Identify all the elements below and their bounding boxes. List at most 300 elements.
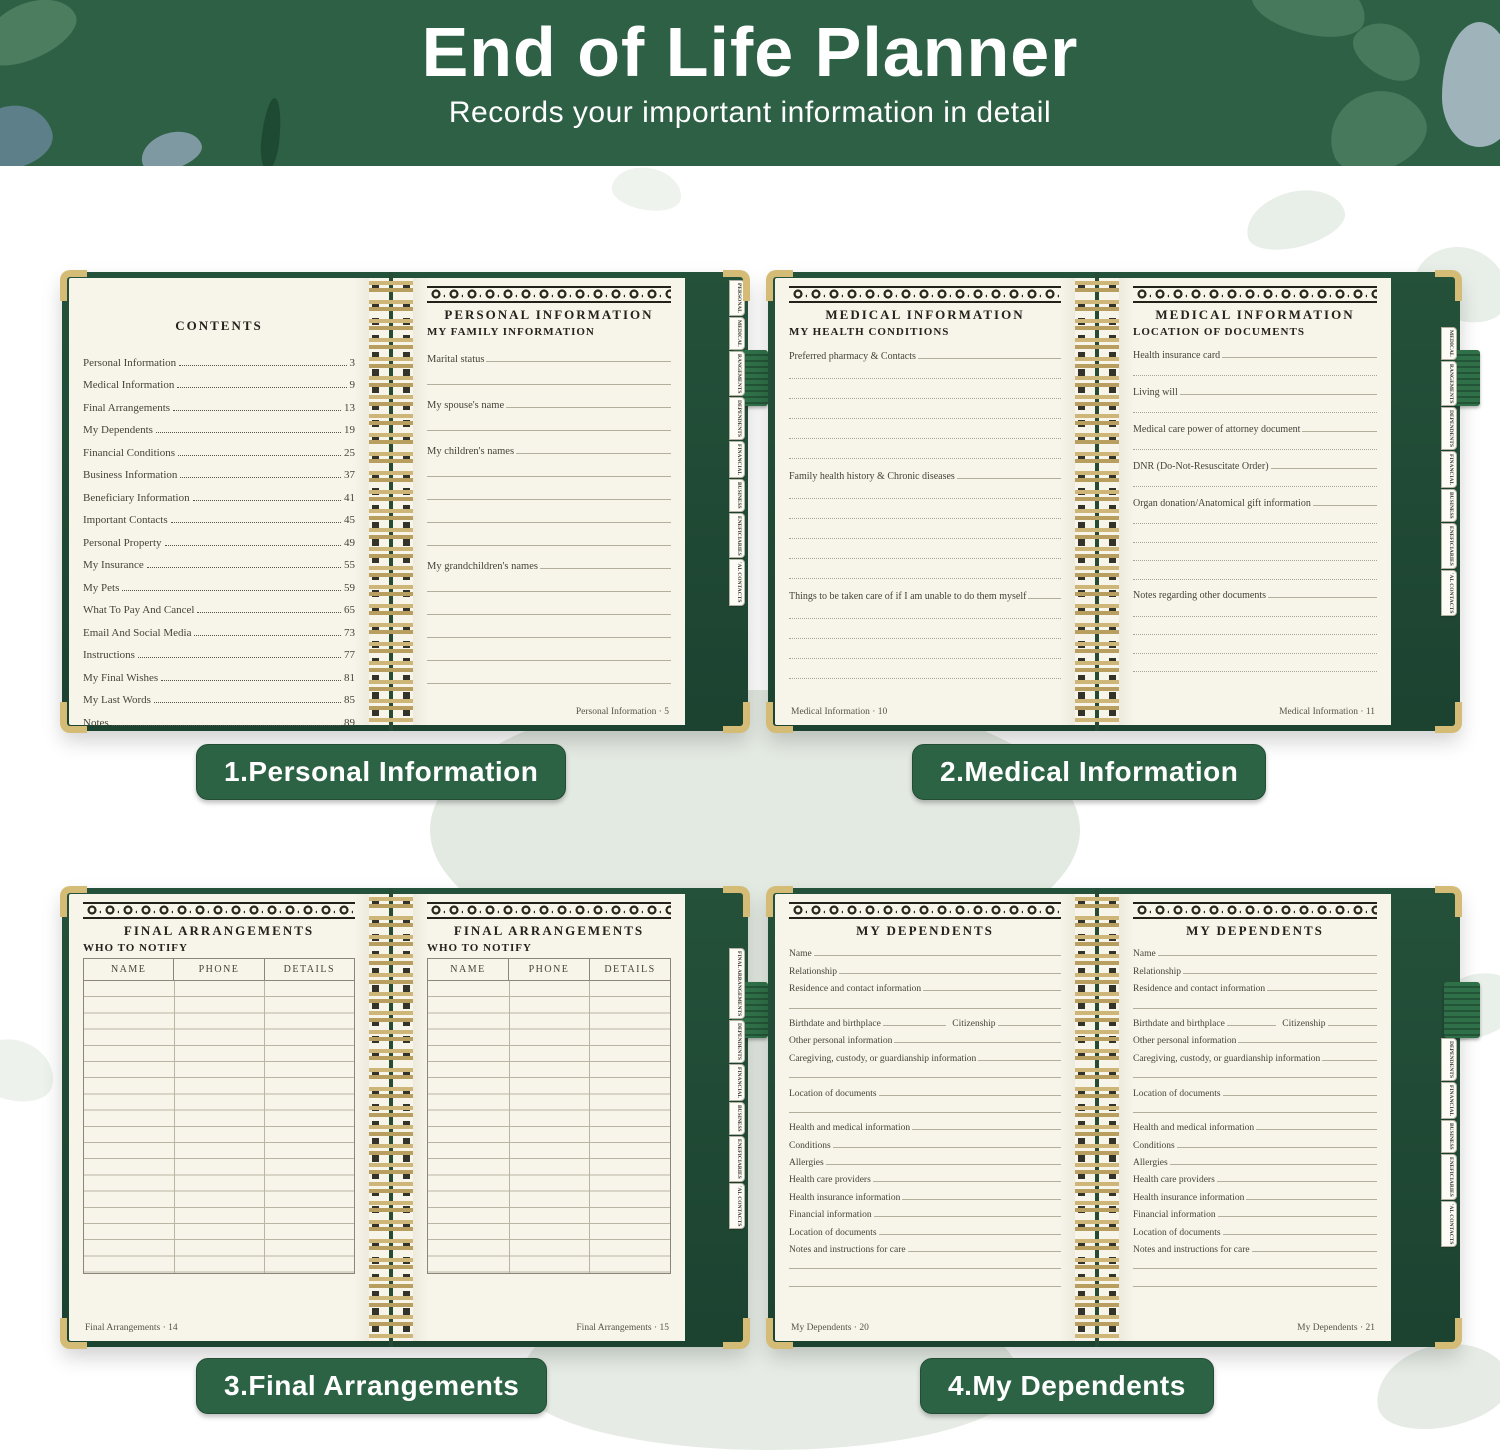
form-row [1133, 601, 1377, 620]
contents-item-label: Personal Information [83, 356, 177, 369]
section-tab: FINAL ARRANGEMENTS [729, 948, 745, 1019]
contents-item-label: Email And Social Media [83, 626, 192, 639]
section-heading: MY FAMILY INFORMATION [427, 326, 595, 338]
column-header: NAME [450, 964, 486, 975]
gold-corner [766, 702, 793, 733]
gold-corner [723, 886, 750, 917]
leaf-decoration [1368, 1332, 1500, 1440]
contents-item-label: Financial Conditions [83, 446, 175, 459]
write-in-line [978, 1060, 1061, 1061]
contents-item-label: My Pets [83, 581, 120, 594]
contents-row [83, 571, 355, 594]
section-heading: WHO TO NOTIFY [427, 942, 532, 954]
contents-row [83, 459, 355, 482]
page-footer: Medical Information · 10 [791, 707, 888, 717]
gold-corner [766, 270, 793, 301]
contents-row [83, 391, 355, 414]
form-row [1133, 1046, 1377, 1063]
contents-item-label: What To Pay And Cancel [83, 604, 195, 616]
ornamental-border [83, 902, 355, 919]
form-row [789, 502, 1061, 522]
form-row [427, 480, 671, 503]
field-label: Location of documents [789, 1088, 877, 1099]
field-label: DNR (Do-Not-Resuscitate Order) [1133, 460, 1269, 472]
write-in-line [427, 384, 671, 385]
form-row [1133, 1099, 1377, 1116]
leaf-decoration [1317, 76, 1437, 166]
write-in-line [516, 453, 671, 454]
write-in-line [923, 990, 1061, 991]
contents-row [83, 594, 355, 617]
dot-leader [165, 545, 341, 546]
gold-corner [766, 886, 793, 917]
header-banner [0, 0, 1500, 166]
ornamental-border [789, 902, 1061, 919]
section-tab: FINANCIAL [729, 441, 745, 478]
form-row [789, 582, 1061, 602]
write-in-line [833, 1147, 1061, 1148]
spiral-binding [369, 894, 413, 1341]
form-row [789, 1185, 1061, 1202]
field-label: My children's names [427, 446, 515, 457]
field-label: Other personal information [1133, 1036, 1237, 1047]
form-row [427, 434, 671, 457]
field-label: Residence and contact information [1133, 984, 1266, 995]
contents-row [83, 369, 355, 392]
contents-row [83, 526, 355, 549]
contents-item-label: Personal Property [83, 536, 162, 549]
form-row [427, 572, 671, 595]
section-tab: RANGEMENTS [1441, 361, 1457, 406]
write-in-line [789, 378, 1061, 379]
section-tabs [1441, 327, 1457, 617]
contents-row [83, 481, 355, 504]
write-in-line [789, 638, 1061, 639]
section-tab: BUSINESS [729, 1102, 745, 1135]
gold-corner [723, 702, 750, 733]
contents-item-page: 59 [344, 581, 355, 594]
final-arrangements-right-page [413, 894, 685, 1341]
write-in-line [957, 478, 1061, 479]
notebook-my-dependents [768, 888, 1460, 1347]
notebook-medical-information [768, 272, 1460, 731]
field-label: Birthdate and birthplace [789, 1018, 881, 1029]
page-footer: Medical Information · 11 [1279, 707, 1375, 717]
form-row [1133, 472, 1377, 491]
page-footer: Personal Information · 5 [575, 707, 669, 717]
spiral-binding [1075, 278, 1119, 725]
dot-leader [122, 590, 341, 591]
form-row [1133, 638, 1377, 657]
write-in-line [486, 361, 671, 362]
form-row [789, 482, 1061, 502]
form-row [1133, 942, 1377, 959]
write-in-line [883, 1025, 946, 1026]
form-row [427, 549, 671, 572]
write-in-line [1133, 486, 1377, 487]
gold-corner [60, 270, 87, 301]
section-tabs [1441, 1038, 1457, 1248]
write-in-line [427, 683, 671, 684]
contents-row [83, 684, 355, 707]
section-tab: DEPENDENTS [1441, 1038, 1457, 1081]
contents-item-label: My Dependents [83, 424, 153, 436]
form-row [1133, 583, 1377, 602]
contents-item-page: 45 [344, 514, 355, 526]
contents-item-label: My Insurance [83, 559, 144, 571]
write-in-line [1268, 597, 1377, 598]
form-row [789, 1151, 1061, 1168]
write-in-line [1256, 1129, 1377, 1130]
caption-final-arrangements: 3.Final Arrangements [196, 1358, 547, 1414]
contents-item-label: Notes [83, 716, 109, 729]
field-label: Allergies [789, 1158, 824, 1169]
section-heading: LOCATION OF DOCUMENTS [1133, 326, 1305, 338]
form-row [1133, 1238, 1377, 1255]
write-in-line [427, 591, 671, 592]
write-in-line [1180, 394, 1377, 395]
write-in-line [1177, 1147, 1377, 1148]
form-row [789, 362, 1061, 382]
write-in-line [902, 1199, 1061, 1200]
contents-title: CONTENTS [175, 318, 263, 333]
page-footer: My Dependents · 20 [791, 1323, 869, 1333]
page-footer: My Dependents · 21 [1297, 1323, 1375, 1333]
write-in-line [826, 1164, 1061, 1165]
write-in-line [1217, 1181, 1377, 1182]
field-label: Things to be taken care of if I am unable to do them myself [789, 591, 1027, 602]
contents-item-page: 9 [349, 379, 355, 391]
write-in-line [789, 1268, 1061, 1269]
write-in-line [789, 1008, 1061, 1009]
form-row [789, 1203, 1061, 1220]
form-row [789, 462, 1061, 482]
contents-item-label: My Final Wishes [83, 671, 159, 684]
write-in-line [1133, 523, 1377, 524]
form-row [789, 977, 1061, 994]
contents-page [69, 278, 369, 729]
form-row [1133, 1133, 1377, 1150]
field-label: Caregiving, custody, or guardianship information [1133, 1053, 1321, 1064]
write-in-line [789, 538, 1061, 539]
write-in-line [918, 358, 1061, 359]
column-header: DETAILS [589, 959, 670, 980]
form-row [427, 641, 671, 664]
spiral-binding [1075, 894, 1119, 1341]
dot-leader [180, 477, 341, 478]
contents-row [83, 706, 355, 729]
write-in-line [789, 558, 1061, 559]
write-in-line [1133, 616, 1377, 617]
section-tabs [729, 948, 745, 1230]
form-row [789, 1272, 1061, 1289]
write-in-line [1158, 955, 1377, 956]
write-in-line [839, 973, 1061, 974]
field-label: Location of documents [1133, 1227, 1221, 1238]
contents-item-page: 65 [344, 604, 355, 616]
field-label: Name [789, 949, 812, 960]
form-row [789, 602, 1061, 622]
write-in-line [1133, 671, 1377, 672]
page-title: End of Life Planner [421, 13, 1079, 91]
section-tab: DEPENDENTS [729, 397, 745, 440]
field-label-2: Citizenship [1282, 1018, 1326, 1029]
form-row [427, 411, 671, 434]
write-in-line [1222, 357, 1377, 358]
write-in-line [1271, 468, 1377, 469]
write-in-line [427, 522, 671, 523]
write-in-line [789, 1112, 1061, 1113]
notebook-final-arrangements [62, 888, 748, 1347]
column-header: NAME [110, 964, 147, 975]
contents-item-label: Final Arrangements [83, 401, 171, 414]
form-row [1133, 1220, 1377, 1237]
page-heading: FINAL ARRANGEMENTS [453, 923, 645, 938]
contents-list [83, 346, 355, 729]
form-row [789, 382, 1061, 402]
form-row [789, 1238, 1061, 1255]
contents-item-page: 3 [349, 356, 355, 369]
notify-table [427, 958, 671, 1274]
write-in-line [789, 578, 1061, 579]
leaf-decoration [1240, 180, 1351, 259]
write-in-line [789, 518, 1061, 519]
caption-my-dependents: 4.My Dependents [920, 1358, 1214, 1414]
field-label: Conditions [1133, 1140, 1175, 1151]
section-tab: BUSINESS [729, 479, 745, 512]
form-row [1133, 620, 1377, 639]
personal-information-page [413, 278, 685, 725]
section-tab: FINANCIAL [729, 1064, 745, 1101]
field-label: Health insurance information [1133, 1192, 1245, 1203]
write-in-line [814, 955, 1061, 956]
field-label: Caregiving, custody, or guardianship information [789, 1053, 977, 1064]
form-row [1133, 379, 1377, 398]
contents-item-page: 41 [344, 491, 355, 504]
contents-item-page: 55 [344, 559, 355, 571]
form-row [789, 662, 1061, 682]
field-label: Financial information [1133, 1210, 1216, 1221]
field-label: Marital status [427, 354, 485, 365]
write-in-line [1223, 1234, 1377, 1235]
write-in-line [1133, 1008, 1377, 1009]
dot-leader [171, 522, 341, 523]
field-label: Health insurance card [1133, 349, 1221, 361]
write-in-line [427, 637, 671, 638]
form-row [1133, 398, 1377, 417]
form-row [1133, 361, 1377, 380]
write-in-line [1133, 375, 1377, 376]
contents-item-label: Instructions [83, 649, 135, 661]
contents-row [83, 504, 355, 527]
section-tab: BUSINESS [1441, 1120, 1457, 1153]
write-in-line [1133, 412, 1377, 413]
page-heading: MY DEPENDENTS [856, 923, 994, 938]
form-row [1133, 1255, 1377, 1272]
field-label: Allergies [1133, 1158, 1168, 1169]
ornamental-border [427, 902, 671, 919]
form-row [789, 562, 1061, 582]
form-row [789, 642, 1061, 662]
form-row [789, 1029, 1061, 1046]
write-in-line [789, 418, 1061, 419]
write-in-line [427, 545, 671, 546]
form-row [1133, 453, 1377, 472]
form-row [1133, 1185, 1377, 1202]
write-in-line [1246, 1199, 1377, 1200]
spiral-binding [369, 278, 413, 725]
dot-leader [156, 432, 341, 433]
section-tab: 'AL CONTACTS [729, 1183, 745, 1229]
gold-corner [1435, 886, 1462, 917]
leaf-decoration [136, 124, 206, 166]
caption-personal-information: 1.Personal Information [196, 744, 566, 800]
write-in-line [789, 1077, 1061, 1078]
dot-leader [194, 635, 341, 636]
form-row [789, 1133, 1061, 1150]
dependents-left-page [775, 894, 1075, 1341]
write-in-line [1133, 634, 1377, 635]
form-row [1133, 342, 1377, 361]
write-in-line-2 [998, 1025, 1061, 1026]
write-in-line [1183, 973, 1377, 974]
dot-leader [179, 365, 346, 366]
write-in-line [1133, 1077, 1377, 1078]
form-row [789, 442, 1061, 462]
section-tab: RANGEMENTS [729, 351, 745, 396]
write-in-line [1133, 542, 1377, 543]
contents-row [83, 549, 355, 572]
field-label: Location of documents [1133, 1088, 1221, 1099]
table-header [428, 959, 670, 981]
form-row [1133, 1081, 1377, 1098]
medical-documents-page [1119, 278, 1391, 725]
form-row [1133, 1012, 1377, 1029]
form-row [1133, 657, 1377, 676]
section-tab: DEPENDENTS [1441, 407, 1457, 450]
dot-leader [177, 387, 346, 388]
write-in-line [1133, 560, 1377, 561]
form-row [427, 595, 671, 618]
field-label: My grandchildren's names [427, 561, 538, 572]
section-tab: 'AL CONTACTS [729, 559, 745, 605]
dot-leader [197, 612, 341, 613]
notify-table [83, 958, 355, 1274]
form-row [1133, 546, 1377, 565]
form-row [1133, 1203, 1377, 1220]
page-heading: MEDICAL INFORMATION [1155, 307, 1355, 322]
form-row [1133, 416, 1377, 435]
section-tab: DEPENDENTS [729, 1020, 745, 1063]
contents-item-page: 89 [344, 716, 355, 729]
field-label: My spouse's name [427, 400, 505, 411]
write-in-line [1267, 990, 1377, 991]
write-in-line [1227, 1025, 1276, 1026]
final-arrangements-left-page [69, 894, 369, 1341]
form-row [789, 1099, 1061, 1116]
write-in-line [1133, 1286, 1377, 1287]
form-row [427, 365, 671, 388]
write-in-line [1302, 431, 1377, 432]
page-heading: FINAL ARRANGEMENTS [123, 923, 315, 938]
leaf-decoration [609, 162, 685, 216]
medical-conditions-page [775, 278, 1075, 725]
form-rows [789, 342, 1061, 682]
caption-medical-information: 2.Medical Information [912, 744, 1266, 800]
section-tab: ENEFICIARIES [1441, 523, 1457, 569]
section-tab: 'AL CONTACTS [1441, 570, 1457, 616]
form-row [427, 503, 671, 526]
contents-item-page: 19 [344, 424, 355, 436]
form-row [789, 1255, 1061, 1272]
contents-row [83, 616, 355, 639]
contents-item-label: Medical Information [83, 379, 175, 391]
write-in-line [1223, 1095, 1377, 1096]
field-label: Relationship [789, 966, 838, 977]
field-label: Relationship [1133, 966, 1182, 977]
notebook-personal-information [62, 272, 748, 731]
contents-row [83, 436, 355, 459]
contents-row [83, 639, 355, 662]
form-row [427, 457, 671, 480]
contents-item-page: 81 [344, 671, 355, 684]
write-in-line-2 [1328, 1025, 1377, 1026]
write-in-line [1133, 653, 1377, 654]
field-label: Notes and instructions for care [789, 1245, 906, 1256]
gold-corner [60, 886, 87, 917]
gold-corner [766, 1318, 793, 1349]
field-label: Health and medical information [789, 1123, 911, 1134]
contents-item-page: 37 [344, 469, 355, 481]
section-tab: FINANCIAL [1441, 1082, 1457, 1119]
write-in-line [1133, 1268, 1377, 1269]
table-grid [428, 981, 670, 1273]
pen-loop [1444, 982, 1480, 1038]
field-label: Conditions [789, 1140, 831, 1151]
section-tab: MEDICAL [1441, 327, 1457, 360]
write-in-line [789, 618, 1061, 619]
form-row [427, 618, 671, 641]
column-header: DETAILS [264, 959, 354, 980]
write-in-line [789, 398, 1061, 399]
table-header [84, 959, 354, 981]
contents-item-page: 85 [344, 694, 355, 706]
write-in-line [789, 498, 1061, 499]
form-row [427, 526, 671, 549]
dot-leader [154, 702, 341, 703]
form-row [789, 622, 1061, 642]
write-in-line [1170, 1164, 1377, 1165]
contents-item-label: Beneficiary Information [83, 491, 190, 504]
field-label: Other personal information [789, 1036, 893, 1047]
contents-item-page: 13 [344, 401, 355, 414]
field-label: Medical care power of attorney document [1133, 423, 1301, 435]
form-row [789, 542, 1061, 562]
write-in-line [1133, 1112, 1377, 1113]
write-in-line [789, 438, 1061, 439]
contents-row [83, 414, 355, 437]
dot-leader [112, 725, 341, 726]
write-in-line [873, 1181, 1061, 1182]
column-header: PHONE [508, 959, 589, 980]
form-row [1133, 994, 1377, 1011]
gold-corner [1435, 702, 1462, 733]
form-row [1133, 564, 1377, 583]
leaf-decoration [0, 1030, 61, 1110]
form-row [1133, 977, 1377, 994]
leaf-decoration [0, 0, 85, 78]
write-in-line [874, 1216, 1061, 1217]
